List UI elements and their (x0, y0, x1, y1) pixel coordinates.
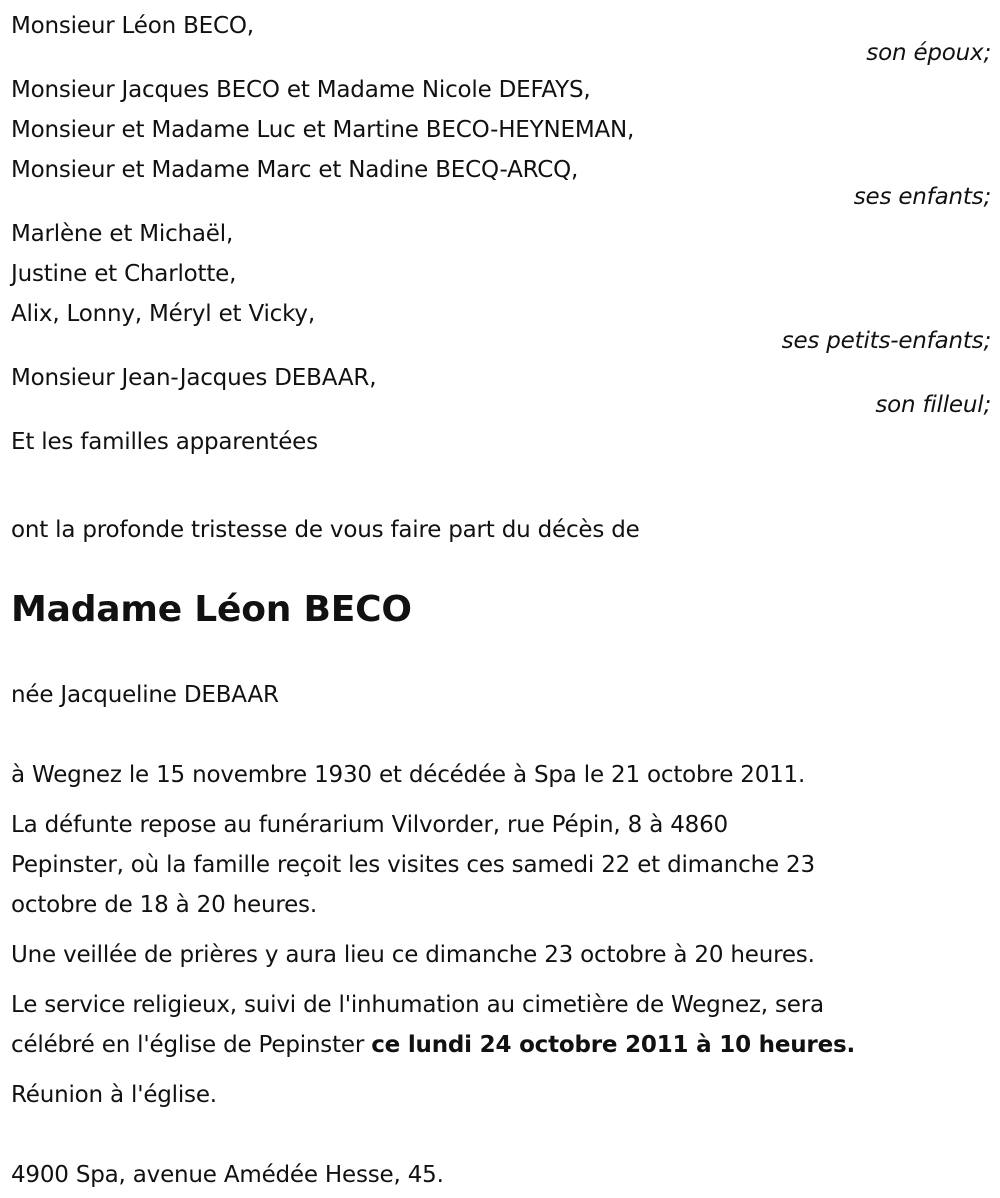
family-group-grandchildren (11, 214, 991, 352)
related-families-block (11, 422, 991, 462)
family-line: Marlène et Michaël, (11, 221, 234, 247)
relation-label: ses petits-enfants; (781, 328, 991, 354)
birth-death-text: à Wegnez le 15 novembre 1930 et décédée à Spa le 21 octobre 2011. (11, 762, 806, 788)
family-group-children (11, 70, 991, 208)
family-line: Monsieur Jacques BECO et Madame Nicole DEFAYS, (11, 77, 591, 103)
relation-label: son époux; (866, 40, 991, 66)
vigil-block (11, 935, 991, 975)
announcement-block (11, 510, 991, 550)
funeral-home-line: La défunte repose au funérarium Vilvorder, rue Pépin, 8 à 4860 (11, 812, 728, 838)
related-families: Et les familles apparentées (11, 429, 318, 455)
meeting-block (11, 1075, 991, 1115)
maiden-name-block (11, 675, 991, 715)
service-line-2 (11, 1025, 991, 1065)
service-block (11, 985, 991, 1065)
funeral-home-line: Pepinster, où la famille reçoit les visites ces samedi 22 et dimanche 23 (11, 852, 815, 878)
funeral-home-line: octobre de 18 à 20 heures. (11, 892, 317, 918)
family-line: Monsieur Jean-Jacques DEBAAR, (11, 365, 377, 391)
deceased-name-block (11, 588, 991, 632)
family-group-godson (11, 358, 991, 416)
service-datetime: ce lundi 24 octobre 2011 à 10 heures. (371, 1032, 855, 1058)
family-line: Monsieur et Madame Luc et Martine BECO-HEYNEMAN, (11, 117, 635, 143)
family-line: Alix, Lonny, Méryl et Vicky, (11, 301, 315, 327)
meeting-text: Réunion à l'église. (11, 1082, 217, 1108)
family-group-spouse (11, 6, 991, 64)
family-line: Monsieur et Madame Marc et Nadine BECQ-ARCQ, (11, 157, 579, 183)
address-block (11, 1155, 991, 1195)
deceased-name: Madame Léon BECO (11, 589, 412, 630)
family-line: Justine et Charlotte, (11, 261, 237, 287)
relation-label: ses enfants; (853, 184, 991, 210)
maiden-name: née Jacqueline DEBAAR (11, 682, 279, 708)
funeral-home-block (11, 805, 991, 925)
service-line: Le service religieux, suivi de l'inhumation au cimetière de Wegnez, sera (11, 992, 824, 1018)
funeral-notice (11, 0, 991, 1195)
birth-death-block (11, 755, 991, 795)
service-location: célébré en l'église de Pepinster (11, 1032, 372, 1058)
announcement-text: ont la profonde tristesse de vous faire part du décès de (11, 517, 640, 543)
family-line: Monsieur Léon BECO, (11, 13, 254, 39)
vigil-text: Une veillée de prières y aura lieu ce dimanche 23 octobre à 20 heures. (11, 942, 815, 968)
relation-label: son filleul; (875, 392, 991, 418)
family-address: 4900 Spa, avenue Amédée Hesse, 45. (11, 1162, 444, 1188)
